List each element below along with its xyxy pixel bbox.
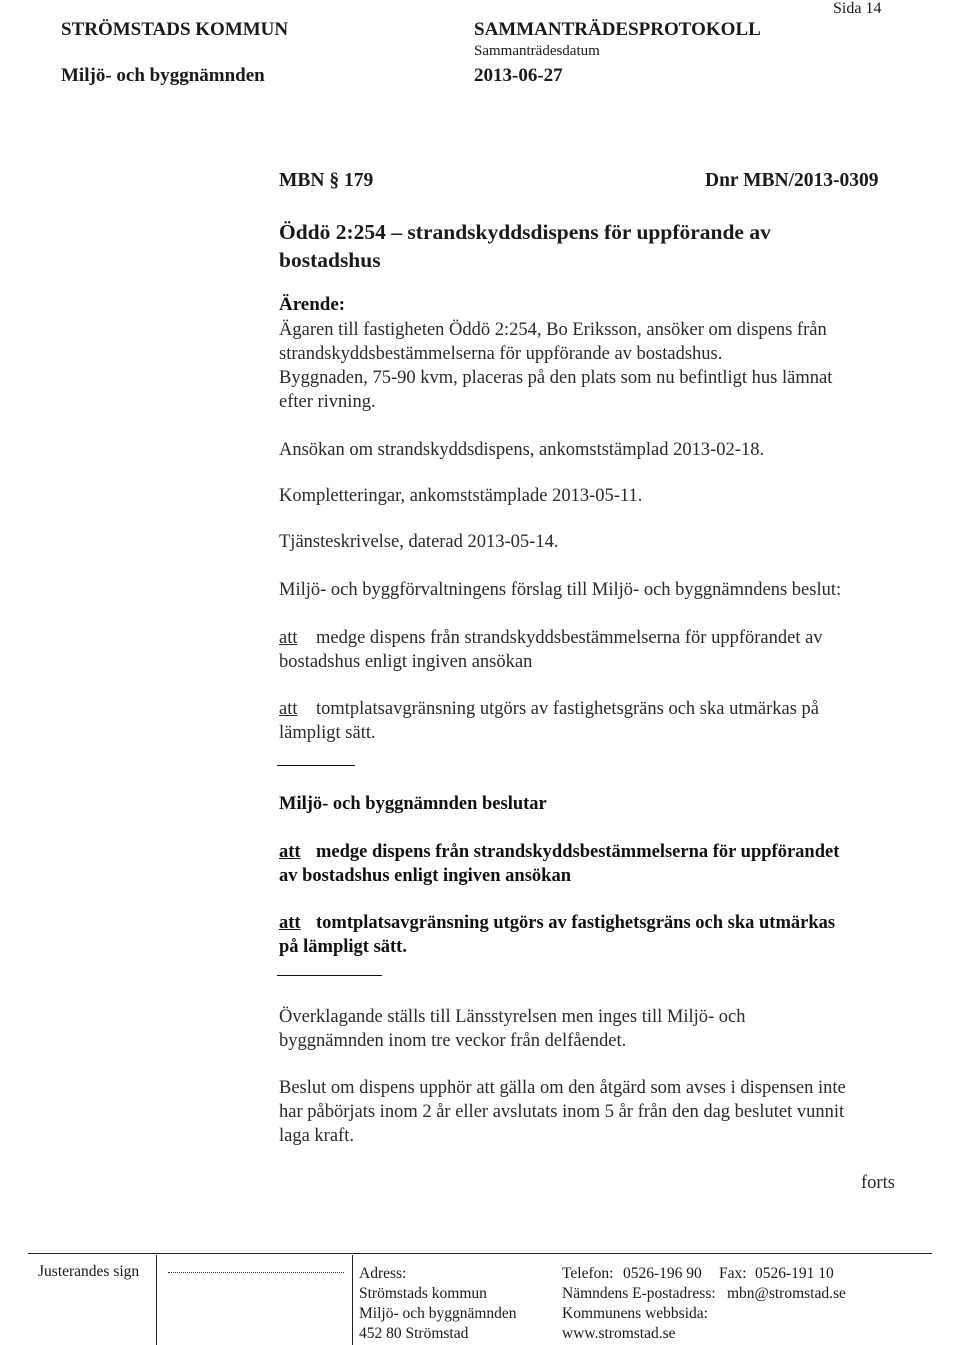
doc-reference: Ansökan om strandskyddsdispens, ankomststämplad 2013-02-18. <box>279 440 765 460</box>
sign-label: Justerandes sign <box>38 1263 140 1280</box>
att-marker: att <box>279 628 298 648</box>
att-marker: att <box>279 699 298 719</box>
att-marker: att <box>279 842 301 862</box>
document-type: SAMMANTRÄDESPROTOKOLL <box>474 19 761 40</box>
fax-label: Fax: <box>719 1265 747 1282</box>
decision-2-line1: tomtplatsavgränsning utgörs av fastighetsgräns och ska utmärkas <box>316 913 836 933</box>
address-label: Adress: <box>359 1265 407 1282</box>
case-dnr: Dnr MBN/2013-0309 <box>705 170 879 191</box>
decision-2-line2: på lämpligt sätt. <box>279 937 407 957</box>
validity-line1: Beslut om dispens upphör att gälla om den åtgärd som avses i dispensen inte <box>279 1078 846 1098</box>
email-label: Nämndens E-postadress: <box>562 1285 716 1302</box>
paragraph-number: MBN § 179 <box>279 170 374 191</box>
separator-line <box>277 975 382 976</box>
appeal-line2: byggnämnden inom tre veckor från delfåendet. <box>279 1031 627 1051</box>
footer-divider <box>352 1255 353 1345</box>
address-line: 452 80 Strömstad <box>359 1325 469 1342</box>
arende-label: Ärende: <box>279 294 346 315</box>
decision-1-line1: medge dispens från strandskyddsbestämmelserna för uppförandet <box>316 842 840 862</box>
email-link[interactable]: mbn@stromstad.se <box>727 1285 846 1302</box>
proposal-2-line1: tomtplatsavgränsning utgörs av fastighetsgräns och ska utmärkas på <box>316 699 819 719</box>
att-marker: att <box>279 913 301 933</box>
phone-label: Telefon: <box>562 1265 614 1282</box>
arende-line: Ägaren till fastigheten Öddö 2:254, Bo Eriksson, ansöker om dispens från <box>279 320 827 340</box>
doc-reference: Kompletteringar, ankomststämplade 2013-05-11. <box>279 486 643 506</box>
decision-1-line2: av bostadshus enligt ingiven ansökan <box>279 866 571 886</box>
municipality-name: STRÖMSTADS KOMMUN <box>61 19 289 40</box>
proposal-intro: Miljö- och byggförvaltningens förslag till Miljö- och byggnämndens beslut: <box>279 580 842 600</box>
arende-line: efter rivning. <box>279 392 376 412</box>
date-label: Sammanträdesdatum <box>474 43 600 59</box>
footer-divider <box>156 1255 157 1345</box>
footer-rule <box>28 1253 932 1254</box>
decision-heading: Miljö- och byggnämnden beslutar <box>279 794 547 814</box>
page-number: Sida 14 <box>833 0 882 17</box>
arende-line: Byggnaden, 75-90 kvm, placeras på den plats som nu befintligt hus lämnat <box>279 368 833 388</box>
case-title-line1: Öddö 2:254 – strandskyddsdispens för uppförande av <box>279 220 771 244</box>
committee-name: Miljö- och byggnämnden <box>61 65 265 86</box>
proposal-2-line2: lämpligt sätt. <box>279 723 376 743</box>
fax-number: 0526-191 10 <box>755 1265 834 1282</box>
appeal-line1: Överklagande ställs till Länsstyrelsen men inges till Miljö- och <box>279 1007 746 1027</box>
validity-line3: laga kraft. <box>279 1126 354 1146</box>
proposal-1-line2: bostadshus enligt ingiven ansökan <box>279 652 533 672</box>
case-title-line2: bostadshus <box>279 248 381 272</box>
arende-line: strandskyddsbestämmelserna för uppförande av bostadshus. <box>279 344 723 364</box>
web-label: Kommunens webbsida: <box>562 1305 708 1322</box>
address-line: Strömstads kommun <box>359 1285 487 1302</box>
web-link[interactable]: www.stromstad.se <box>562 1325 676 1342</box>
phone-number: 0526-196 90 <box>623 1265 702 1282</box>
separator-line <box>277 765 355 766</box>
validity-line2: har påbörjats inom 2 år eller avslutats inom 5 år från den dag beslutet vunnit <box>279 1102 845 1122</box>
proposal-1-line1: medge dispens från strandskyddsbestämmelserna för uppförandet av <box>316 628 823 648</box>
continued-marker: forts <box>861 1173 895 1193</box>
signature-field <box>168 1272 344 1273</box>
doc-reference: Tjänsteskrivelse, daterad 2013-05-14. <box>279 532 559 552</box>
address-line: Miljö- och byggnämnden <box>359 1305 517 1322</box>
meeting-date: 2013-06-27 <box>474 65 563 86</box>
